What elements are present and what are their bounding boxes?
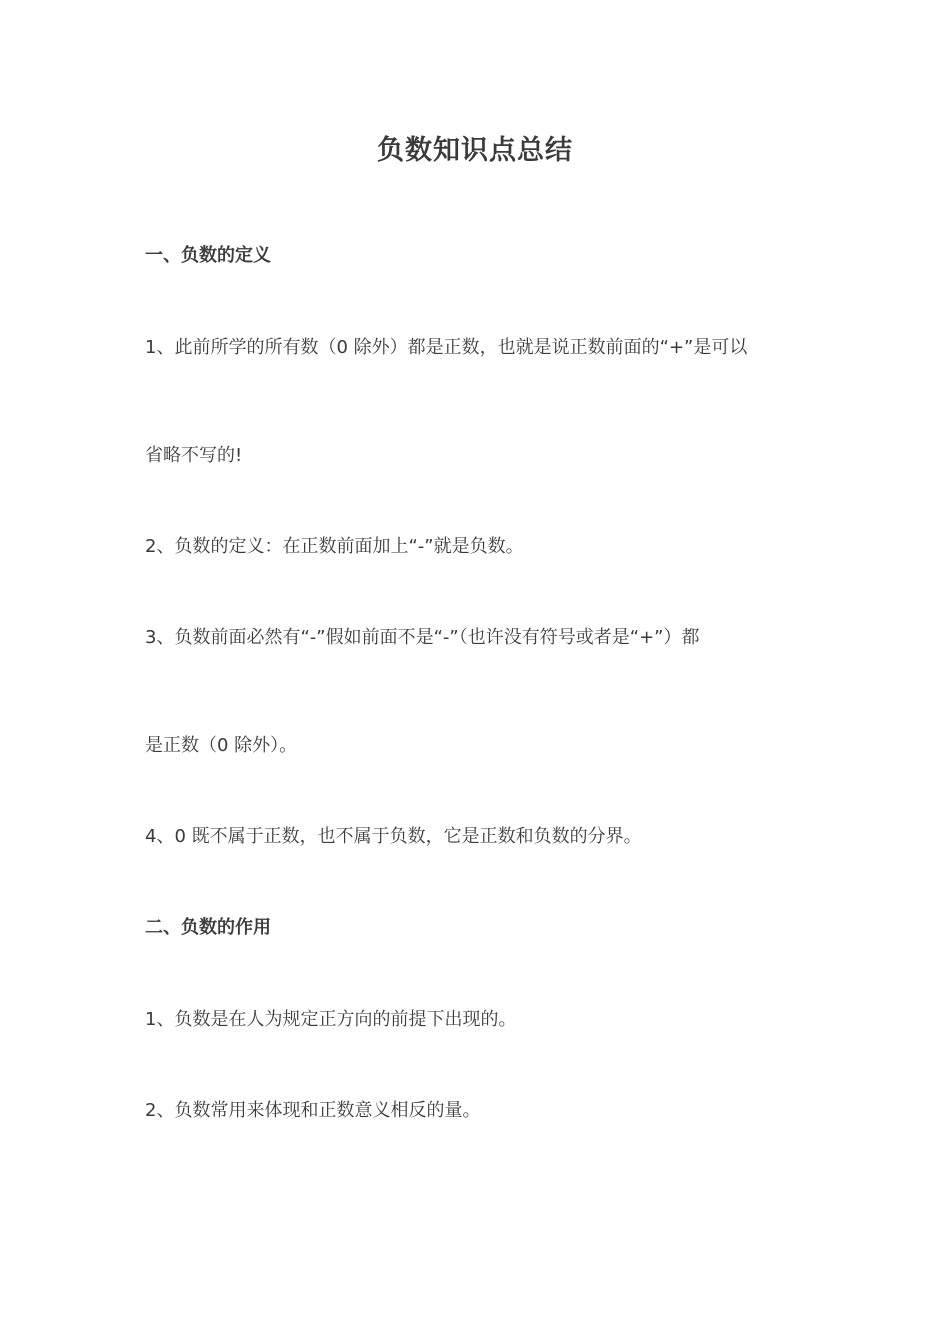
- paragraph-line: 是正数（0 除外）。: [145, 735, 298, 756]
- paragraph-line: 1、此前所学的所有数（0 除外）都是正数，也就是说正数前面的“+”是可以: [145, 337, 748, 358]
- paragraph-line: 1、负数是在人为规定正方向的前提下出现的。: [145, 1009, 517, 1030]
- paragraph-line: 2、负数常用来体现和正数意义相反的量。: [145, 1100, 481, 1121]
- page-title: 负数知识点总结: [377, 135, 573, 166]
- paragraph-line: 4、0 既不属于正数，也不属于负数，它是正数和负数的分界。: [145, 826, 642, 847]
- paragraph-line: 3、负数前面必然有“-”假如前面不是“-”（也许没有符号或者是“+”）都: [145, 627, 700, 648]
- paragraph-line: 省略不写的!: [145, 445, 243, 466]
- section-heading-usage: 二、负数的作用: [145, 917, 271, 938]
- paragraph-line: 2、负数的定义：在正数前面加上“-”就是负数。: [145, 536, 524, 557]
- section-heading-definition: 一、负数的定义: [145, 245, 271, 266]
